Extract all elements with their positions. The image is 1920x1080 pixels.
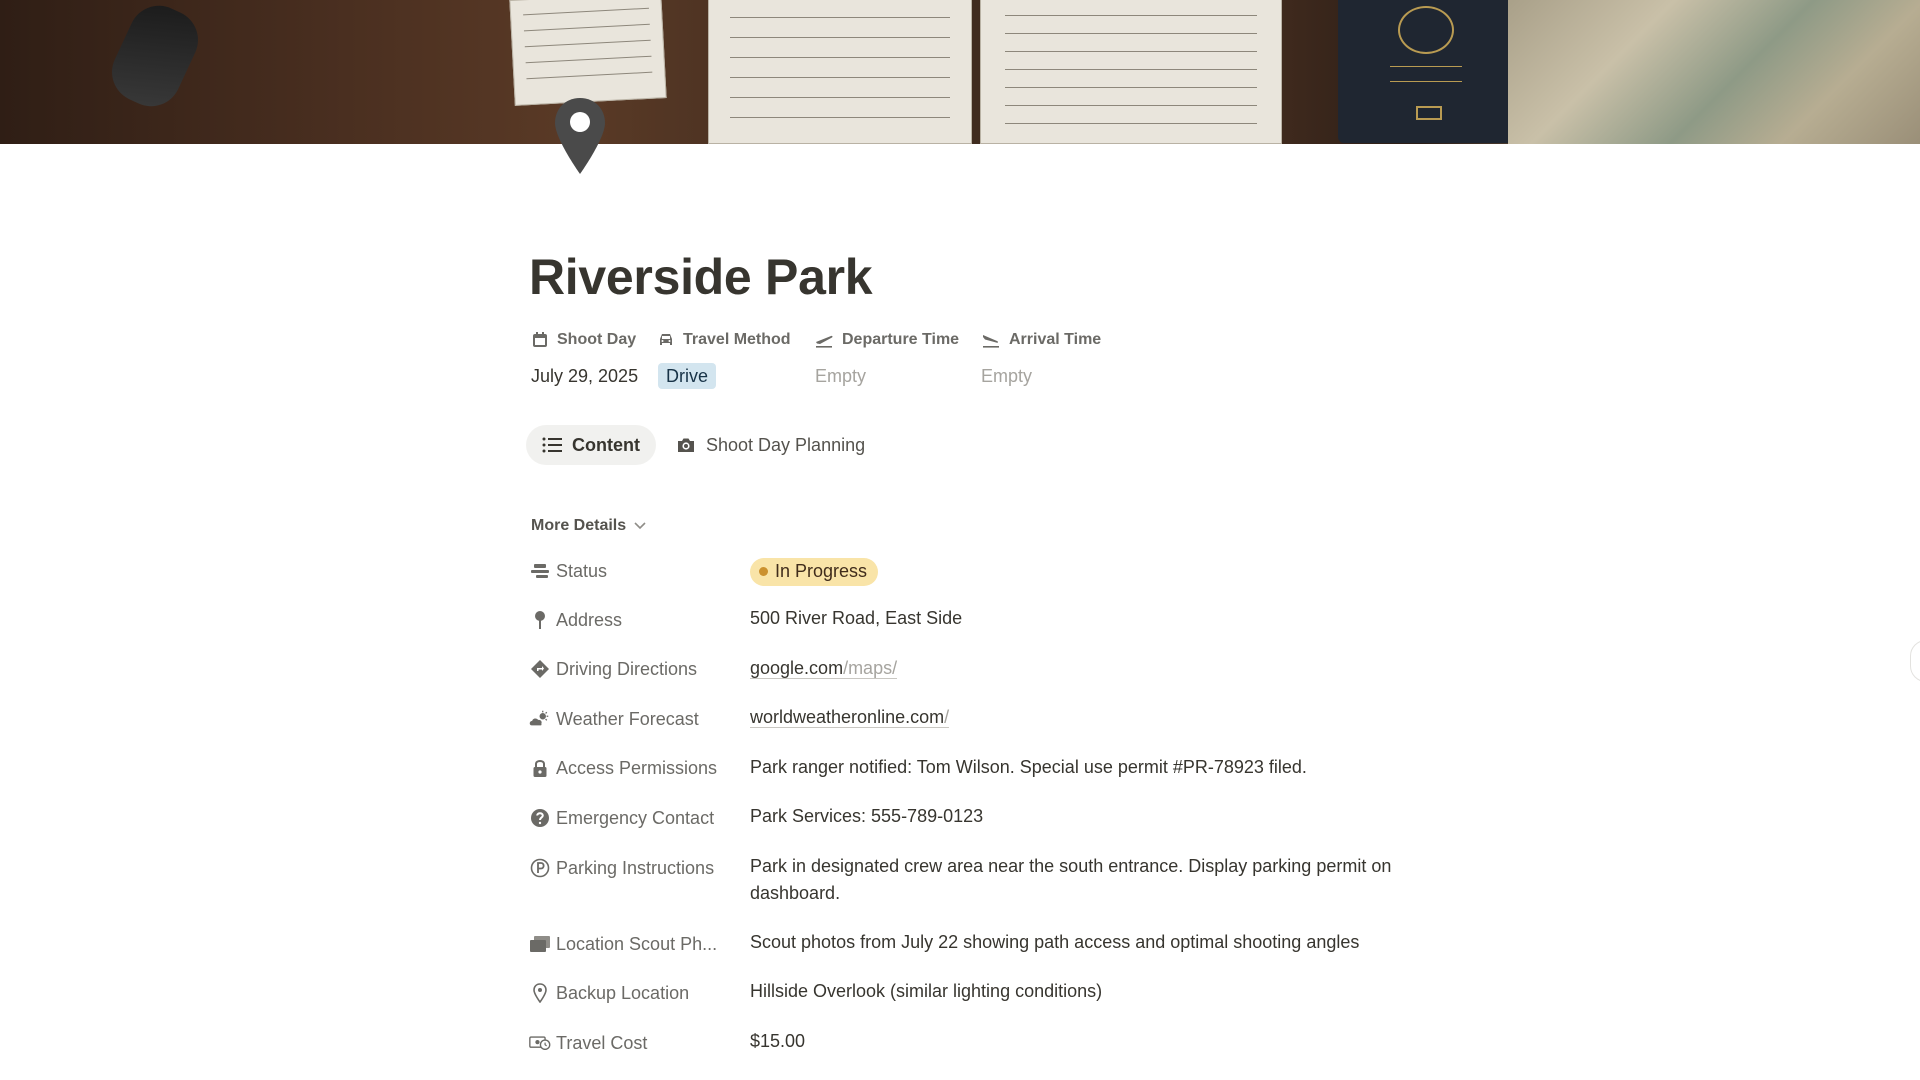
property-name: Arrival Time: [1009, 331, 1102, 348]
row-access-permissions-value[interactable]: Park ranger notified: Tom Wilson. Special use permit #PR-78923 filed.: [750, 757, 1307, 777]
row-label-text: Driving Directions: [556, 658, 698, 679]
arrival-time-value[interactable]: Empty: [981, 366, 1033, 386]
row-label-text: Travel Cost: [556, 1032, 648, 1053]
row-driving-directions-value[interactable]: [750, 655, 1400, 682]
map-pin-icon[interactable]: [552, 96, 608, 178]
more-details-label: More Details: [531, 517, 627, 534]
pin-icon: [529, 610, 551, 630]
camera-icon: [676, 436, 696, 454]
row-location-scout-photos-value[interactable]: Scout photos from July 22 showing path access and optimal shooting angles: [750, 932, 1360, 952]
page-title[interactable]: Riverside Park: [529, 249, 873, 305]
status-badge: [750, 558, 878, 586]
row-label-text: Access Permissions: [556, 757, 718, 778]
cover-camera-tool: [102, 0, 208, 116]
row-status-value[interactable]: [750, 557, 1400, 586]
row-access-permissions-label[interactable]: [529, 754, 717, 782]
link-path: /maps/: [843, 658, 898, 678]
list-icon: [542, 437, 562, 453]
row-emergency-contact-value[interactable]: Park Services: 555-789-0123: [750, 806, 984, 826]
directions-icon: [529, 659, 551, 679]
row-address-label[interactable]: [529, 606, 622, 634]
row-backup-location-label[interactable]: [529, 979, 689, 1007]
property-shoot-day-header[interactable]: [531, 327, 636, 353]
row-label-text: Weather Forecast: [556, 708, 699, 729]
row-backup-location-value[interactable]: Hillside Overlook (similar lighting conditions): [750, 981, 1103, 1001]
row-weather-forecast-value[interactable]: [750, 704, 1400, 731]
tab-label: Content: [572, 434, 640, 455]
row-travel-cost-value[interactable]: $15.00: [750, 1031, 806, 1051]
property-name: Shoot Day: [557, 331, 637, 348]
link-host: worldweatheronline.com: [750, 707, 945, 727]
row-label-text: Emergency Contact: [556, 807, 715, 828]
property-travel-method-header[interactable]: [657, 327, 791, 353]
row-driving-directions-label[interactable]: [529, 655, 697, 683]
property-name: Departure Time: [842, 331, 960, 348]
question-icon: [529, 808, 551, 828]
chevron-down-icon: [634, 522, 646, 530]
weather-icon: [529, 710, 551, 728]
cover-paper-3: [980, 0, 1282, 144]
tab-shoot-day-planning[interactable]: [660, 425, 881, 465]
lock-icon: [529, 758, 551, 778]
property-arrival-time-header[interactable]: [981, 327, 1101, 353]
cover-image[interactable]: [0, 0, 1920, 144]
property-name: Travel Method: [683, 331, 791, 348]
row-label-text: Parking Instructions: [556, 857, 715, 878]
cover-map: [1508, 0, 1920, 144]
side-peek-handle[interactable]: [1910, 640, 1920, 682]
car-icon: [657, 331, 675, 349]
row-label-text: Backup Location: [556, 982, 690, 1003]
row-location-scout-photos-label[interactable]: [529, 930, 717, 958]
row-parking-instructions-label[interactable]: [529, 854, 714, 882]
row-weather-forecast-label[interactable]: [529, 705, 699, 733]
cover-paper-1: [509, 0, 666, 106]
plane-departure-icon: [814, 331, 834, 349]
calendar-icon: [531, 331, 549, 349]
row-label-text: Status: [556, 560, 608, 581]
status-icon: [529, 563, 551, 579]
row-address-value[interactable]: 500 River Road, East Side: [750, 608, 963, 628]
more-details-toggle[interactable]: [531, 513, 646, 539]
plane-arrival-icon: [981, 331, 1001, 349]
tab-label: Shoot Day Planning: [706, 434, 866, 455]
money-icon: [529, 1034, 551, 1052]
cover-paper-2: [708, 0, 972, 144]
link-host: google.com: [750, 658, 844, 678]
cover-passport: [1338, 0, 1514, 143]
property-departure-time-header[interactable]: [814, 327, 959, 353]
photos-icon: [529, 935, 551, 953]
travel-method-value[interactable]: [658, 362, 716, 390]
row-label-text: Location Scout Ph...: [556, 933, 718, 954]
driving-directions-link[interactable]: [750, 658, 897, 679]
shoot-day-value[interactable]: July 29, 2025: [531, 366, 639, 386]
departure-time-value[interactable]: Empty: [815, 366, 867, 386]
status-text: In Progress: [775, 561, 868, 581]
tab-content[interactable]: [526, 425, 656, 465]
row-emergency-contact-label[interactable]: [529, 804, 714, 832]
parking-icon: [529, 858, 551, 878]
row-travel-cost-label[interactable]: [529, 1029, 647, 1057]
pin-outline-icon: [529, 983, 551, 1003]
row-status-label[interactable]: [529, 557, 607, 585]
status-dot: [759, 567, 768, 576]
link-path: /: [944, 707, 950, 727]
travel-method-tag: Drive: [658, 363, 716, 389]
weather-forecast-link[interactable]: [750, 707, 949, 728]
row-label-text: Address: [556, 609, 623, 630]
row-parking-instructions-value[interactable]: Park in designated crew area near the south entrance. Display parking permit on dashboard.: [750, 856, 1392, 903]
